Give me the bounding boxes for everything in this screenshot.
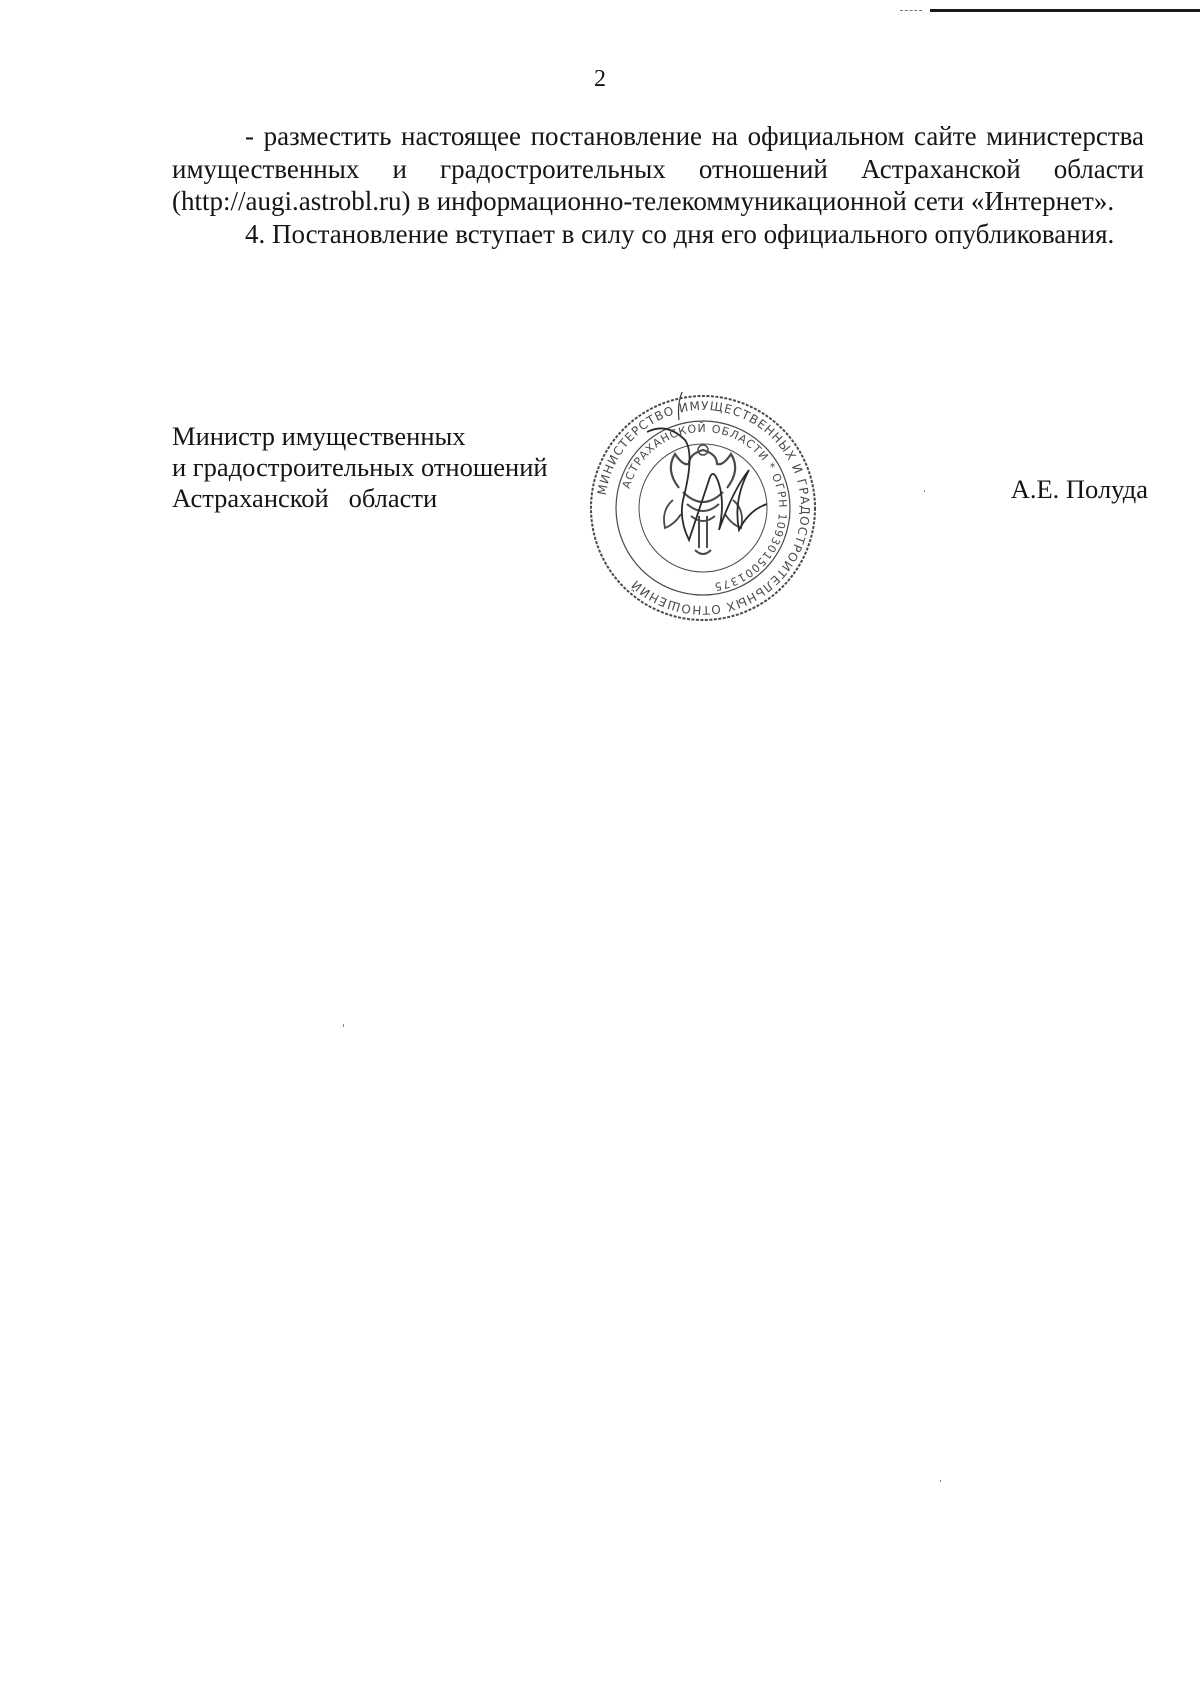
scan-speck xyxy=(343,1024,344,1027)
seal-graphic xyxy=(587,392,819,624)
document-body xyxy=(172,120,1144,250)
official-seal-stamp xyxy=(587,392,819,624)
signatory-title xyxy=(172,421,548,514)
signatory-title-line: Министр имущественных xyxy=(172,421,466,451)
paragraph-effective-date xyxy=(172,218,1144,251)
paragraph-publish-text: - разместить настоящее постановление на официальном сайте министерства имущественных и градостроительных отношений Астраханской области (http://augi.astrobl.ru) в информационно-телекоммуникационной сети «Интернет». xyxy=(172,121,1144,216)
scan-edge-line xyxy=(930,9,1200,12)
scan-edge-dash xyxy=(900,10,922,12)
seal-outer-text: МИНИСТЕРСТВО ИМУЩЕСТВЕННЫХ И ГРАДОСТРОИТЕЛЬНЫХ ОТНОШЕНИЙ xyxy=(594,398,813,618)
signer-name: А.Е. Полуда xyxy=(1010,474,1148,504)
paragraph-publish xyxy=(172,120,1144,218)
seal-inner-text: АСТРАХАНСКОЙ ОБЛАСТИ * ОГРН 1093015001375 xyxy=(619,421,790,594)
signatory-title-line: и градостроительных отношений xyxy=(172,452,548,482)
page-number: 2 xyxy=(594,66,606,92)
scan-speck xyxy=(940,1480,941,1482)
signatory-title-line: Астраханской области xyxy=(172,483,438,513)
paragraph-effective-date-text: 4. Постановление вступает в силу со дня его официального опубликования. xyxy=(245,218,1115,249)
svg-text:АСТРАХАНСКОЙ ОБЛАСТИ * ОГРН 10 xyxy=(620,422,789,593)
scan-speck xyxy=(924,490,925,492)
